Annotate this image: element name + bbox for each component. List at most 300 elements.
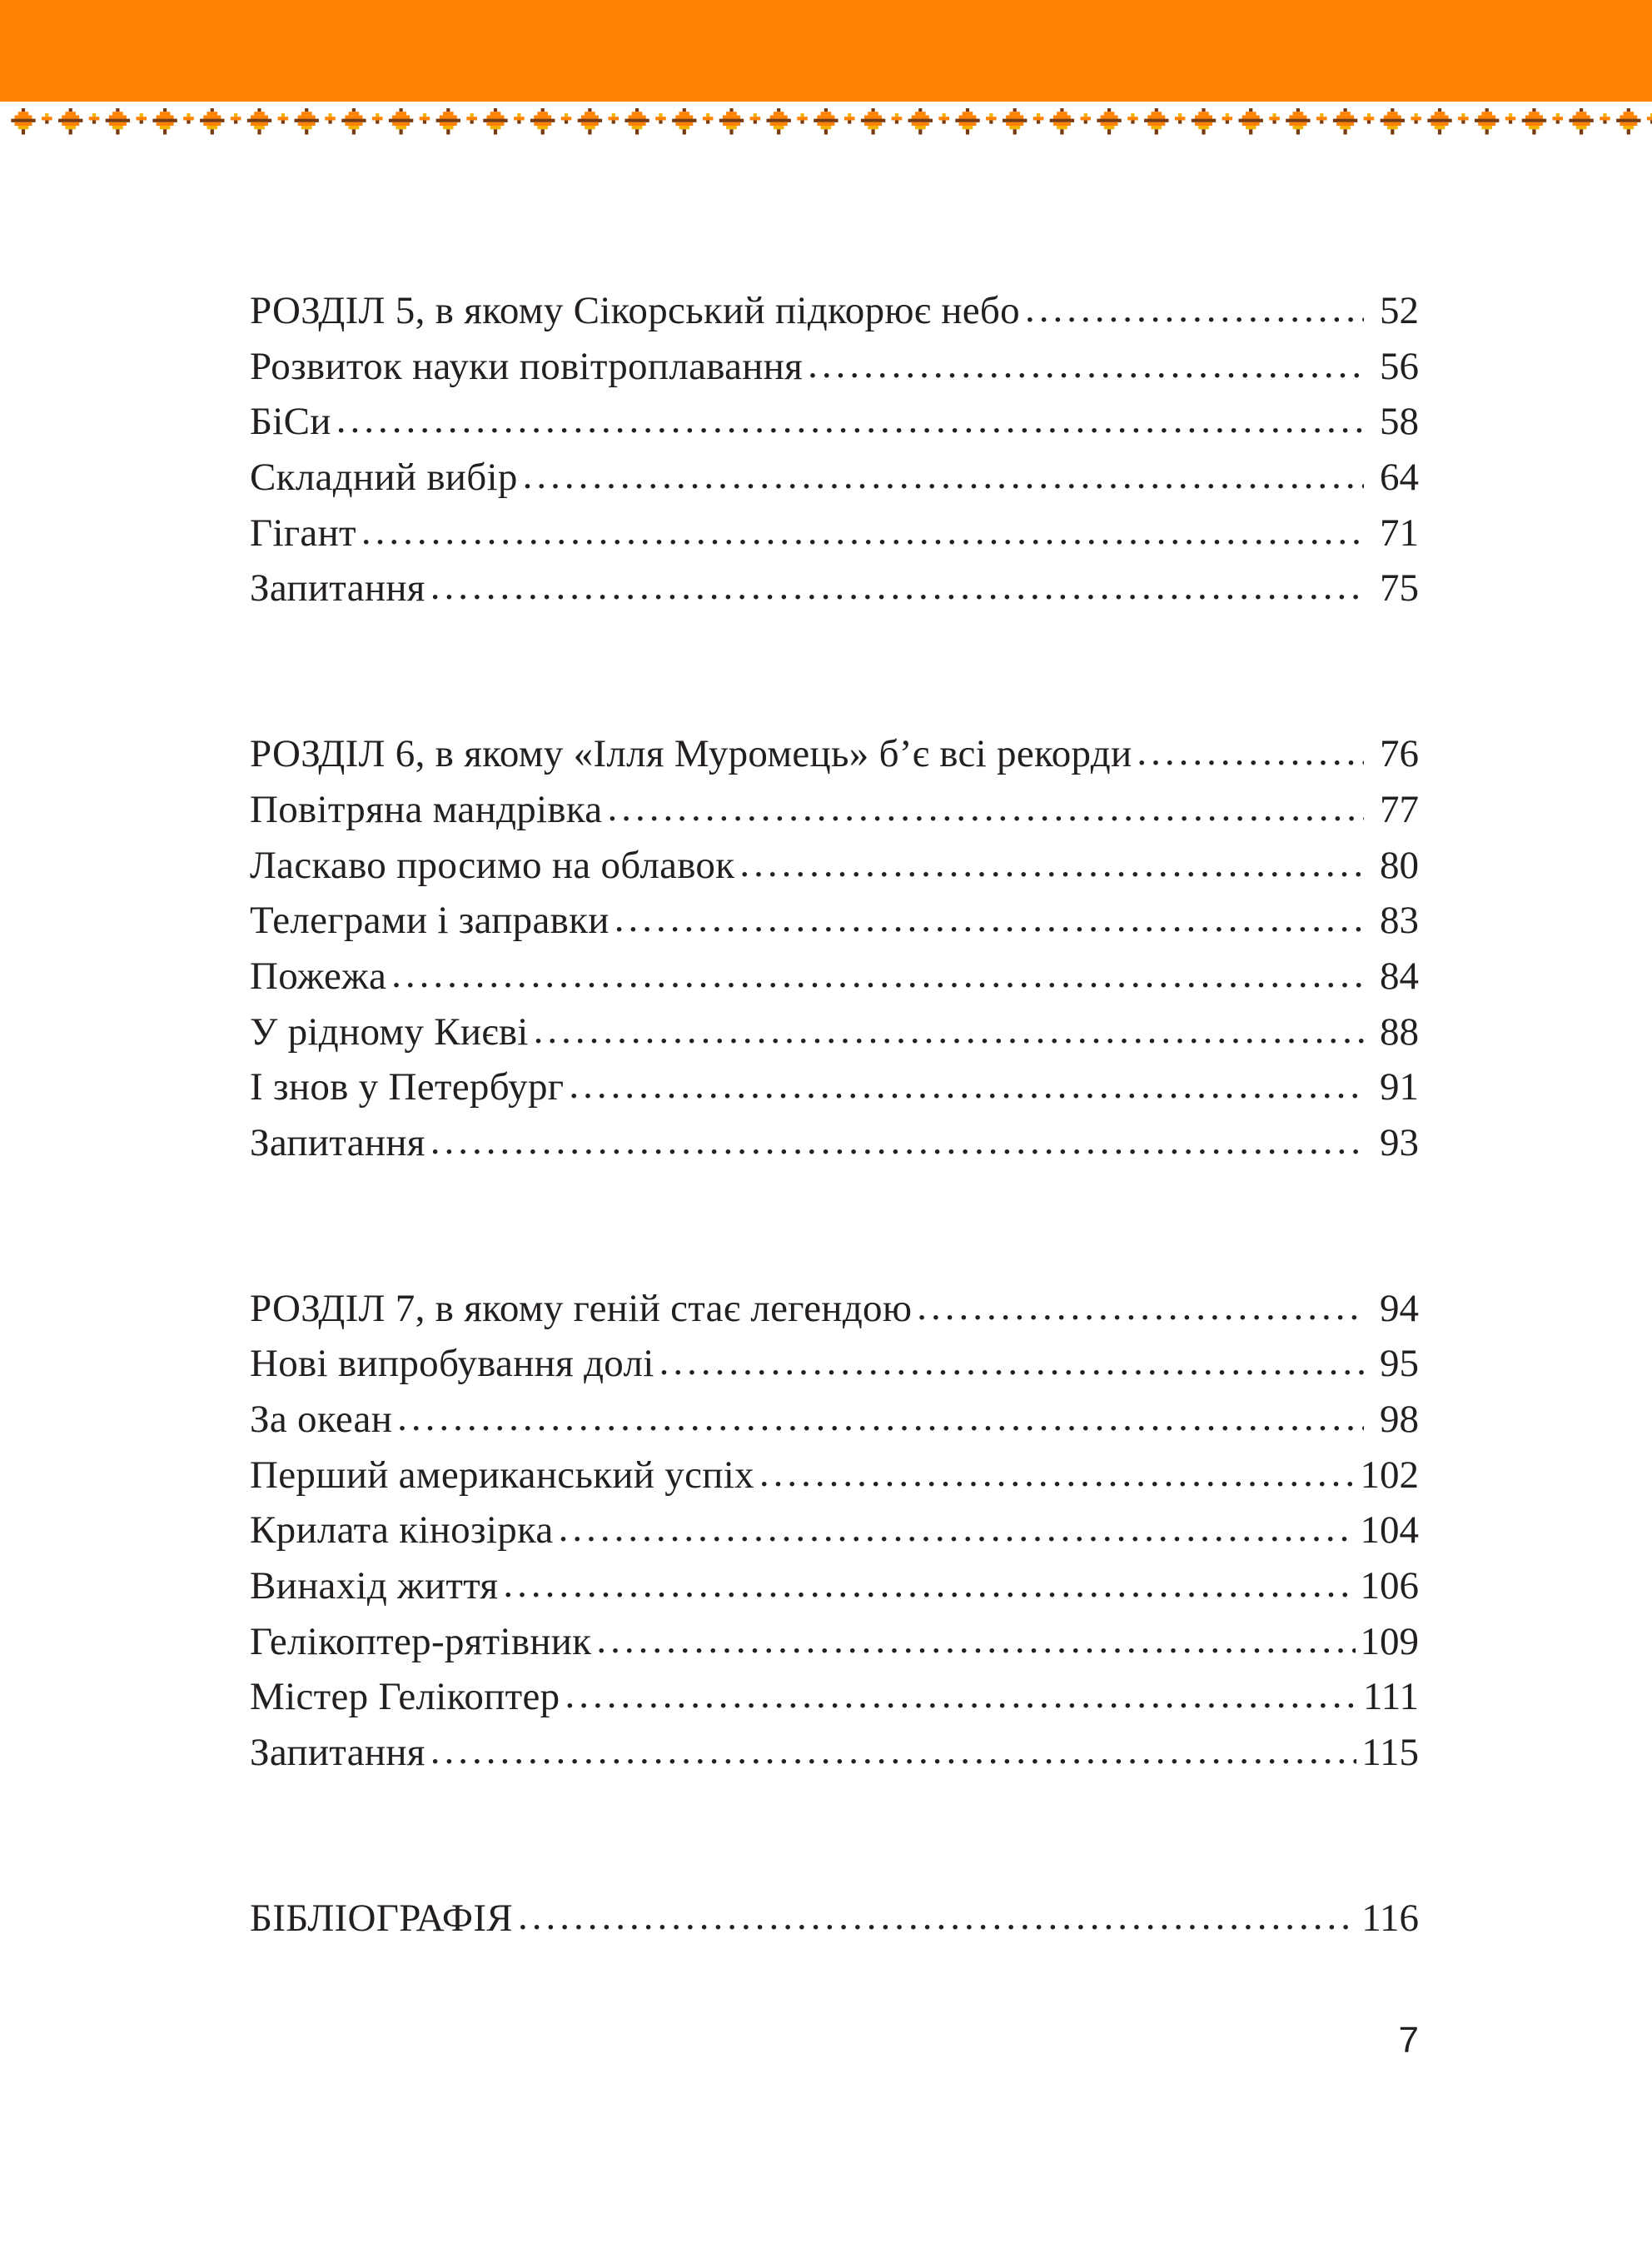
toc-entry[interactable] [250,1725,1419,1781]
ornament-cell [436,119,460,122]
ornament-cell [92,113,96,117]
ornament-cell [183,117,194,120]
ornament-cell [1522,119,1546,122]
entry-title: РОЗДІЛ 5, в якому Сікорський підкорює небо [250,289,1020,332]
ornament-cell [1242,122,1260,126]
ornament-cell [679,112,690,115]
ornament-cell [1367,120,1371,123]
entry-title: Крилата кінозірка [250,1508,554,1553]
toc-chapter-entry[interactable] [250,1891,1419,1946]
ornament-cell [1627,129,1630,134]
ornament-cell [1178,120,1182,123]
ornament-cell [1333,119,1357,122]
ornament-cell [1013,108,1017,112]
ornament-cell [624,119,649,122]
ornament-cell [943,120,946,123]
ornament-cell [800,113,804,117]
ornament-cell [470,120,474,123]
ornament-cell [1367,113,1371,117]
ornament-cell [22,129,25,134]
ornament-cell [200,119,224,122]
ornament-cell [1387,126,1398,129]
ornament-cell [1226,113,1229,117]
ornament-cell [1384,122,1401,126]
ornament-cell [1391,129,1394,134]
toc-entry[interactable] [250,1558,1419,1614]
ornament-cell [989,113,993,117]
entry-title: І знов у Петербург [250,1065,565,1109]
dot-leader [759,1446,1356,1502]
toc-entry[interactable] [250,838,1419,894]
ornament-cell [234,120,237,123]
ornament-cell [912,115,929,118]
ornament-cell [530,119,555,122]
ornament-cell [1384,115,1401,118]
ornament-cell [814,119,838,122]
toc-entry[interactable] [250,1614,1419,1670]
ornament-cell [301,112,312,115]
ornament-cell [65,112,76,115]
entry-title: РОЗДІЛ 6, в якому «Ілля Муромець» б’є всі рекорди [250,732,1132,776]
ornament-cell [679,126,690,129]
dot-leader [361,504,1364,560]
toc-entry[interactable] [250,893,1419,949]
entry-title: За океан [250,1398,393,1441]
ornament-cell [392,122,410,126]
ornament-cell [1152,112,1162,115]
ornament-cell [1603,113,1606,117]
ornament-cell [1525,115,1543,118]
ornament-cell [109,115,127,118]
ornament-cell [1478,115,1495,118]
toc-entry[interactable] [250,561,1419,616]
toc-entry[interactable] [250,1059,1419,1115]
ornament-cell [1033,117,1044,120]
ornament-cell [861,119,885,122]
ornament-cell [207,112,218,115]
ornament-cell [152,119,177,122]
dot-leader [569,1058,1364,1114]
ornament-cell [585,112,595,115]
ornament-cell [1198,126,1209,129]
ornament-cell [446,129,450,134]
ornament-cell [1006,122,1023,126]
ornament-cell [389,119,413,122]
ornament-cell [1320,113,1323,117]
ornament-cell [1053,122,1071,126]
toc-entry[interactable] [250,782,1419,838]
ornament-cell [565,113,568,117]
entry-page-number: 104 [1360,1508,1419,1553]
ornament-cell [963,112,973,115]
ornament-cell [1293,126,1304,129]
ornament-cell [1296,129,1300,134]
ornament-cell [1009,112,1020,115]
entry-page-number: 64 [1380,456,1419,500]
entry-title: Містер Гелікоптер [250,1675,560,1719]
ornament-cell [1057,126,1067,129]
toc-entry[interactable] [250,1448,1419,1503]
ornament-cell [915,126,926,129]
ornament-cell [1427,119,1451,122]
ornament-cell [254,112,265,115]
ornament-cell [1431,115,1449,118]
toc-entry[interactable] [250,1004,1419,1060]
ornament-cell [821,112,832,115]
ornament-cell [157,115,174,118]
ornament-cell [1131,113,1134,117]
ornament-cell [446,108,450,112]
ornament-cell [62,115,79,118]
dot-leader [397,1390,1364,1446]
ornament-cell [895,113,898,117]
ornament-cell [608,117,619,120]
entry-page-number: 115 [1361,1731,1419,1775]
ornament-cell [396,126,406,129]
ornament-cell [966,129,969,134]
entry-page-number: 58 [1380,400,1419,444]
ornament-cell [912,122,929,126]
ornament-cell [257,129,261,134]
ornament-cell [824,108,828,112]
ornament-cell [938,117,949,120]
ornament-cell [443,126,454,129]
ornament-cell [1485,108,1489,112]
ornament-cell [1293,112,1304,115]
ornament-cell [1509,120,1512,123]
toc-entry[interactable] [250,450,1419,506]
dot-leader [430,1723,1357,1779]
dot-leader [391,947,1364,1003]
ornament-cell [561,117,572,120]
ornament-cell [69,108,72,112]
ornament-cell [817,115,834,118]
ornament-cell [534,122,551,126]
ornament-cell [234,113,237,117]
entry-title: Ласкаво просимо на облавок [250,843,735,887]
ornament-cell [1438,129,1441,134]
ornament-cell [207,126,218,129]
toc-chapter-entry[interactable] [250,726,1419,782]
ornament-cell [1155,129,1158,134]
toc-entry[interactable] [250,1669,1419,1725]
toc-entry[interactable] [250,949,1419,1004]
ornament-cell [140,113,143,117]
ornament-cell [1461,113,1465,117]
ornament-cell [963,126,973,129]
ornament-cell [160,126,171,129]
ornament-cell [1316,117,1327,120]
ornament-cell [517,113,520,117]
ornament-cell [1202,129,1205,134]
ornament-cell [1147,122,1165,126]
ornament-cell [1222,117,1233,120]
ornament-cell [62,122,79,126]
entry-page-number: 116 [1361,1896,1419,1940]
entry-title: У рідному Києві [250,1009,529,1054]
ornament-cell [537,112,548,115]
dot-leader [518,1889,1356,1945]
ornament-cell [420,117,430,120]
ornament-cell [187,113,190,117]
ornament-cell [1289,122,1306,126]
toc-entry[interactable] [250,339,1419,395]
ornament-cell [372,117,383,120]
ornament-cell [578,119,602,122]
entry-page-number: 83 [1380,899,1419,943]
ornament-cell [1509,113,1512,117]
ornament-cell [278,117,289,120]
ornament-cell [1053,115,1071,118]
ornament-cell [1381,119,1405,122]
ornament-cell [1529,112,1540,115]
entry-title: РОЗДІЛ 7, в якому геній стає легендою [250,1286,913,1330]
ornament-cell [1624,126,1635,129]
ornament-cell [1249,129,1252,134]
ornament-cell [754,113,757,117]
ornament-cell [325,117,336,120]
ornament-cell [109,122,127,126]
entry-page-number: 52 [1380,289,1419,332]
ornament-cell [440,115,457,118]
ornament-cell [65,126,76,129]
ornament-cell [305,108,308,112]
entry-page-number: 71 [1380,511,1419,555]
ornament-cell [305,129,308,134]
ornament-cell [868,126,878,129]
ornament-cell [800,120,804,123]
ornament-cell [1475,119,1499,122]
ornament-cell [915,112,926,115]
ornament-cell [612,113,615,117]
ornament-cell [706,113,709,117]
entry-title: Пожежа [250,954,387,998]
ornament-cell [1529,126,1540,129]
dot-leader [596,1612,1355,1668]
ornament-cell [1576,112,1587,115]
ornament-cell [655,117,666,120]
ornament-cell [1556,120,1560,123]
ornament-cell [514,117,525,120]
ornament-cell [328,113,331,117]
ornament-cell [1009,126,1020,129]
entry-title: Запитання [250,1731,425,1775]
ornament-cell [1461,120,1465,123]
ornament-cell [683,129,686,134]
entry-page-number: 93 [1380,1120,1419,1164]
ornament-cell [1144,119,1168,122]
ornament-cell [295,119,319,122]
dot-leader [1025,282,1364,337]
ornament-cell [1580,129,1583,134]
ornament-cell [541,129,545,134]
ornament-cell [1344,108,1347,112]
entry-page-number: 88 [1380,1009,1419,1054]
ornament-cell [1552,117,1563,120]
ornament-cell [203,122,221,126]
ornament-cell [1198,112,1209,115]
ornament-cell [1296,108,1300,112]
ornament-cell [895,120,898,123]
toc-section [250,726,1419,1171]
entry-page-number: 76 [1380,732,1419,776]
ornament-cell [1084,113,1087,117]
ornament-cell [112,126,123,129]
ornament-cell [581,122,599,126]
ornament-cell [1006,115,1023,118]
ornament-cell [18,126,29,129]
ornament-cell [341,119,366,122]
ornament-cell [959,115,977,118]
entry-title: Гелікоптер-рятівник [250,1619,592,1663]
ornament-cell [281,113,285,117]
ornament-cell [1084,120,1087,123]
ornament-cell [423,120,426,123]
entry-title: Запитання [250,566,425,611]
ornament-cell [1532,129,1535,134]
ornament-cell [675,122,693,126]
entry-page-number: 77 [1380,787,1419,831]
ornament-cell [45,120,48,123]
ornament-cell [1104,112,1115,115]
ornament-cell [817,122,834,126]
ornament-cell [943,113,946,117]
ornament-cell [157,122,174,126]
ornament-cell [1242,115,1260,118]
ornament-cell [400,108,403,112]
dot-leader [917,1279,1364,1335]
toc-entry[interactable] [250,1115,1419,1171]
entry-page-number: 84 [1380,954,1419,998]
ornament-cell [777,108,780,112]
ornament-cell [1320,120,1323,123]
bibliography-section [250,1891,1419,1946]
ornament-cell [1037,120,1040,123]
ornament-cell [1104,126,1115,129]
ornament-cell [1013,129,1017,134]
ornament-cell [726,126,737,129]
ornament-cell [1131,120,1134,123]
ornament-cell [770,122,788,126]
ornament-cell [1147,115,1165,118]
entry-page-number: 109 [1360,1619,1419,1663]
toc-entry[interactable] [250,394,1419,450]
ornament-cell [211,129,214,134]
ornament-cell [1336,122,1354,126]
ornament-cell [534,115,551,118]
ornament-cell [251,115,268,118]
ornament-cell [301,126,312,129]
dot-leader [503,1557,1355,1612]
ornament-cell [864,115,882,118]
ornament-cell [116,108,119,112]
ornament-cell [918,108,922,112]
ornament-cell [298,122,316,126]
ornament-cell [1246,112,1256,115]
ornament-cell [1387,112,1398,115]
ornament-cell [1603,120,1606,123]
dot-leader [534,1003,1364,1059]
toc-section [250,283,1419,616]
ornament-cell [328,120,331,123]
toc-entry[interactable] [250,1503,1419,1558]
ornament-cell [345,122,362,126]
ornament-cell [824,129,828,134]
entry-title: Розвиток науки повітроплавання [250,344,804,388]
ornament-cell [1569,119,1593,122]
entry-page-number: 94 [1380,1286,1419,1330]
ornament-cell [675,115,693,118]
ornament-cell [959,122,977,126]
toc-entry[interactable] [250,1392,1419,1448]
ornament-cell [1573,115,1590,118]
ornament-cell [490,112,501,115]
ornament-cell [1525,122,1543,126]
ornament-cell [1458,117,1469,120]
ornament-cell [1050,119,1074,122]
dot-leader [430,1114,1364,1169]
ornament-cell [203,115,221,118]
ornament-cell [1178,113,1182,117]
ornament-cell [1175,117,1186,120]
ornament-cell [298,115,316,118]
ornament-cell [1481,112,1492,115]
ornament-cell [1037,113,1040,117]
ornament-cell [537,126,548,129]
toc-entry[interactable] [250,1336,1419,1392]
ornament-cell [1289,115,1306,118]
ornament-cell [1340,126,1351,129]
ornament-cell [1060,108,1063,112]
ornament-cell [632,112,643,115]
toc-entry[interactable] [250,506,1419,561]
ornament-cell [1364,117,1375,120]
ornament-cell [494,108,497,112]
ornament-cell [483,119,507,122]
ornament-cell [349,112,360,115]
ornament-cell [672,119,696,122]
ornament-cell [848,113,851,117]
ornament-cell [1226,120,1229,123]
ornament-cell [821,126,832,129]
ornament-cell [1415,120,1418,123]
toc-chapter-entry[interactable] [250,283,1419,339]
ornament-cell [494,129,497,134]
entry-title: Запитання [250,1120,425,1164]
ornament-cell [281,120,285,123]
ornament-cell [774,112,784,115]
ornament-cell [423,113,426,117]
ornament-cell [257,108,261,112]
ornament-cell [750,117,761,120]
ornament-cell [1435,112,1446,115]
toc-chapter-entry[interactable] [250,1281,1419,1337]
ornament-cell [345,115,362,118]
ornament-cell [1580,108,1583,112]
entry-page-number: 98 [1380,1398,1419,1441]
ornament-cell [1239,119,1263,122]
ornament-cell [1249,108,1252,112]
ornament-cell [1195,122,1212,126]
ornament-cell [89,117,100,120]
ornament-cell [247,119,271,122]
ornament-cell [632,126,643,129]
ornament-cell [45,113,48,117]
ornament-cell [726,112,737,115]
dot-leader [565,1667,1358,1723]
ornament-cell [1127,117,1138,120]
ornament-cell [396,112,406,115]
